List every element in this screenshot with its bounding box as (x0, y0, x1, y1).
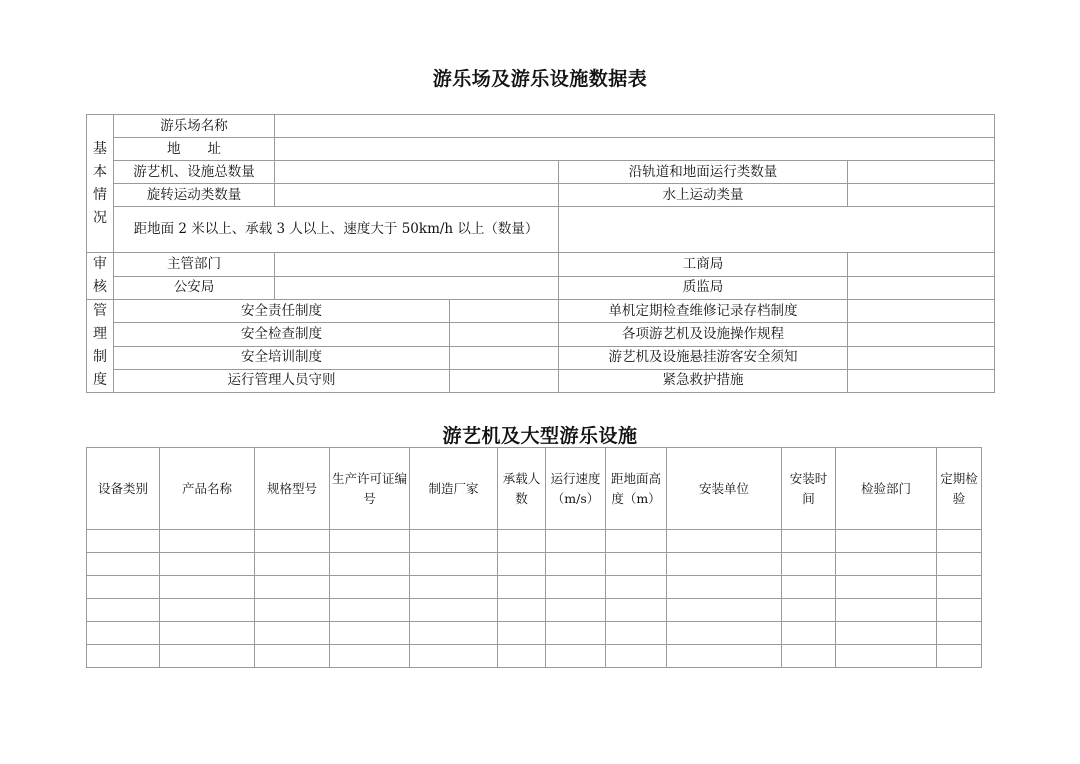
table-cell[interactable] (836, 645, 937, 668)
police-label: 公安局 (114, 276, 275, 300)
table-cell[interactable] (606, 530, 667, 553)
table-cell[interactable] (667, 576, 782, 599)
header-equipment-type: 设备类别 (87, 448, 160, 530)
header-periodic-inspection: 定期检验 (937, 448, 982, 530)
table-cell[interactable] (782, 645, 836, 668)
table-row (87, 530, 982, 553)
table-cell[interactable] (87, 530, 160, 553)
table-cell[interactable] (667, 599, 782, 622)
management-item-right: 单机定期检查维修记录存档制度 (559, 300, 848, 323)
header-speed: 运行速度（m/s） (546, 448, 606, 530)
address-field[interactable] (275, 138, 995, 161)
table-cell[interactable] (255, 622, 330, 645)
police-field[interactable] (275, 276, 559, 300)
table-cell[interactable] (87, 576, 160, 599)
management-check-right[interactable] (848, 323, 995, 346)
table-row (87, 645, 982, 668)
table-cell[interactable] (330, 599, 410, 622)
header-manufacturer: 制造厂家 (410, 448, 498, 530)
management-item-left: 安全检查制度 (114, 323, 450, 346)
equipment-title: 游艺机及大型游乐设施 (442, 425, 638, 447)
table-cell[interactable] (782, 530, 836, 553)
table-cell[interactable] (498, 576, 546, 599)
table-cell[interactable] (782, 576, 836, 599)
table-cell[interactable] (546, 645, 606, 668)
table-cell[interactable] (87, 622, 160, 645)
table-cell[interactable] (782, 622, 836, 645)
table-cell[interactable] (255, 576, 330, 599)
table-cell[interactable] (87, 599, 160, 622)
table-cell[interactable] (937, 530, 982, 553)
table-cell[interactable] (836, 553, 937, 576)
table-cell[interactable] (330, 530, 410, 553)
table-cell[interactable] (836, 599, 937, 622)
table-cell[interactable] (498, 622, 546, 645)
table-cell[interactable] (255, 645, 330, 668)
table-cell[interactable] (410, 599, 498, 622)
table-cell[interactable] (498, 530, 546, 553)
page-title: 游乐场及游乐设施数据表 (432, 68, 648, 90)
table-cell[interactable] (160, 622, 255, 645)
table-cell[interactable] (836, 576, 937, 599)
criteria-label: 距地面 2 米以上、承载 3 人以上、速度大于 50km/h 以上（数量） (114, 207, 559, 253)
table-cell[interactable] (546, 553, 606, 576)
track-count-label: 沿轨道和地面运行类数量 (559, 161, 848, 184)
table-cell[interactable] (330, 622, 410, 645)
table-cell[interactable] (330, 576, 410, 599)
table-cell[interactable] (410, 622, 498, 645)
management-check-right[interactable] (848, 300, 995, 323)
management-item-left: 安全培训制度 (114, 346, 450, 369)
table-cell[interactable] (498, 599, 546, 622)
equipment-table (86, 447, 982, 668)
table-cell[interactable] (606, 553, 667, 576)
table-cell[interactable] (836, 622, 937, 645)
table-row (87, 622, 982, 645)
dept-field[interactable] (275, 253, 559, 277)
table-cell[interactable] (255, 530, 330, 553)
management-check-left[interactable] (450, 300, 559, 323)
table-cell[interactable] (546, 622, 606, 645)
table-cell[interactable] (546, 599, 606, 622)
equipment-header-row (87, 448, 982, 530)
header-product-name: 产品名称 (160, 448, 255, 530)
basic-data-table (86, 114, 995, 393)
dept-label: 主管部门 (114, 253, 275, 277)
table-cell[interactable] (410, 576, 498, 599)
header-inspection-dept: 检验部门 (836, 448, 937, 530)
table-cell[interactable] (498, 645, 546, 668)
management-item-right: 紧急救护措施 (559, 369, 848, 392)
commerce-label: 工商局 (559, 253, 848, 277)
management-check-left[interactable] (450, 369, 559, 392)
table-cell[interactable] (937, 645, 982, 668)
total-count-label: 游艺机、设施总数量 (114, 161, 275, 184)
table-cell[interactable] (937, 553, 982, 576)
table-cell[interactable] (937, 622, 982, 645)
table-cell[interactable] (606, 622, 667, 645)
table-cell[interactable] (836, 530, 937, 553)
management-check-left[interactable] (450, 346, 559, 369)
quality-label: 质监局 (559, 276, 848, 300)
table-cell[interactable] (606, 599, 667, 622)
rotate-count-label: 旋转运动类数量 (114, 184, 275, 207)
header-install-time: 安装时间 (782, 448, 836, 530)
table-cell[interactable] (330, 553, 410, 576)
table-cell[interactable] (160, 553, 255, 576)
water-count-label: 水上运动类量 (559, 184, 848, 207)
table-cell[interactable] (255, 553, 330, 576)
management-item-left: 运行管理人员守则 (114, 369, 450, 392)
header-license-no: 生产许可证编号 (330, 448, 410, 530)
table-cell[interactable] (87, 553, 160, 576)
table-cell[interactable] (782, 553, 836, 576)
address-label: 地 址 (114, 138, 275, 161)
header-height: 距地面高度（m） (606, 448, 667, 530)
table-cell[interactable] (782, 599, 836, 622)
table-cell[interactable] (667, 645, 782, 668)
table-cell[interactable] (160, 530, 255, 553)
table-cell[interactable] (606, 576, 667, 599)
table-cell[interactable] (937, 599, 982, 622)
table-cell[interactable] (160, 645, 255, 668)
table-cell[interactable] (667, 530, 782, 553)
table-cell[interactable] (160, 576, 255, 599)
table-cell[interactable] (410, 645, 498, 668)
table-cell[interactable] (606, 645, 667, 668)
track-count-field[interactable] (848, 161, 995, 184)
table-cell[interactable] (667, 553, 782, 576)
table-cell[interactable] (160, 599, 255, 622)
table-cell[interactable] (667, 622, 782, 645)
management-item-right: 各项游艺机及设施操作规程 (559, 323, 848, 346)
header-model: 规格型号 (255, 448, 330, 530)
table-cell[interactable] (937, 576, 982, 599)
rotate-count-field[interactable] (275, 184, 559, 207)
table-row (87, 553, 982, 576)
quality-field[interactable] (848, 276, 995, 300)
table-cell[interactable] (410, 530, 498, 553)
park-name-field[interactable] (275, 115, 995, 138)
table-cell[interactable] (87, 645, 160, 668)
table-cell[interactable] (546, 530, 606, 553)
table-cell[interactable] (546, 576, 606, 599)
table-row (87, 599, 982, 622)
section-basic-label: 基 本 情 况 (87, 115, 114, 253)
table-cell[interactable] (498, 553, 546, 576)
commerce-field[interactable] (848, 253, 995, 277)
management-check-left[interactable] (450, 323, 559, 346)
criteria-field[interactable] (559, 207, 995, 253)
management-check-right[interactable] (848, 346, 995, 369)
total-count-field[interactable] (275, 161, 559, 184)
section-approval-label: 审 核 (87, 253, 114, 300)
management-item-left: 安全责任制度 (114, 300, 450, 323)
table-cell[interactable] (255, 599, 330, 622)
table-row (87, 576, 982, 599)
table-cell[interactable] (330, 645, 410, 668)
section-management-label: 管 理 制 度 (87, 300, 114, 393)
management-item-right: 游艺机及设施悬挂游客安全须知 (559, 346, 848, 369)
park-name-label: 游乐场名称 (114, 115, 275, 138)
header-capacity: 承载人数 (498, 448, 546, 530)
table-cell[interactable] (410, 553, 498, 576)
header-install-unit: 安装单位 (667, 448, 782, 530)
water-count-field[interactable] (848, 184, 995, 207)
management-check-right[interactable] (848, 369, 995, 392)
